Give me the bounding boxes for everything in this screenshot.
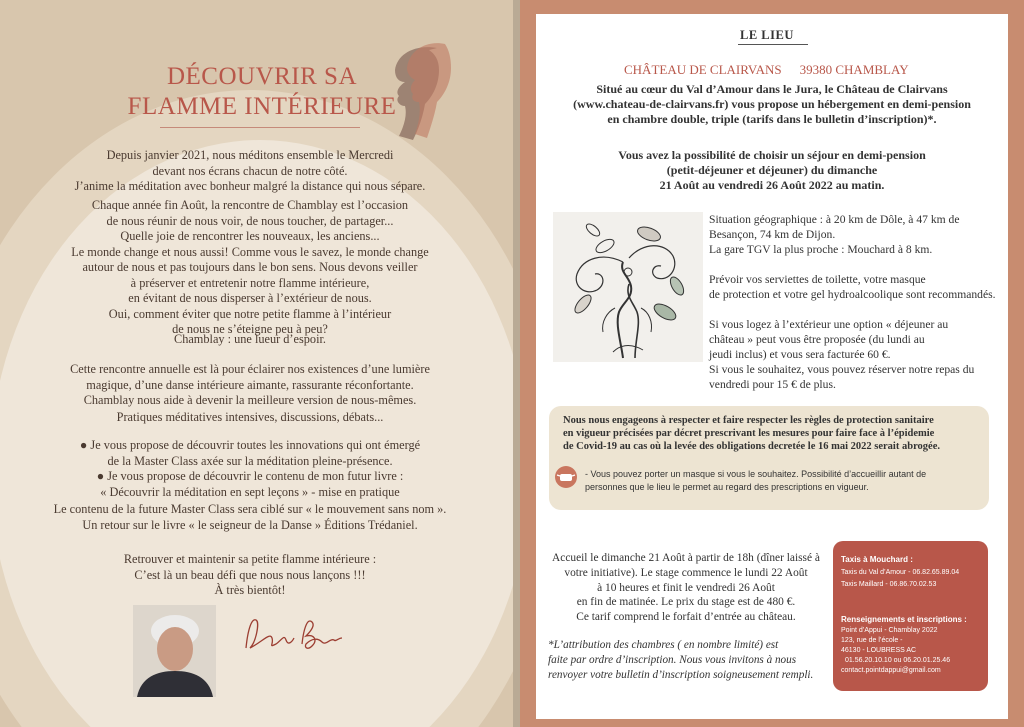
bullet-item: ● Je vous propose de découvrir le contenu de mon futur livre : xyxy=(96,469,404,483)
contact-box xyxy=(833,541,988,691)
venue-name: CHÂTEAU DE CLAIRVANS xyxy=(624,62,782,77)
text-line: Cette rencontre annuelle est là pour éclairer nos existences d’une lumière xyxy=(70,362,430,376)
organizer-city: 46130 - LOUBRESS AC xyxy=(841,647,917,654)
venue-heading xyxy=(624,62,909,78)
text-line: Nous nous engageons à respecter et faire respecter les règles de protection sanitaire xyxy=(563,415,934,426)
bullet-item: de la Master Class axée sur la méditation pleine-présence. xyxy=(107,453,393,468)
text-line: faite par ordre d’inscription. Nous vous invitons à nous xyxy=(548,654,797,666)
text-line: en évitant de nous disperser à l’extérieur de nous. xyxy=(128,291,372,305)
masterclass-paragraph xyxy=(40,502,460,533)
text-line: Chamblay nous aide à devenir la meilleure version de nous-mêmes. xyxy=(83,393,417,407)
text-line: Un retour sur le livre « le seigneur de la Danse » Éditions Trédaniel. xyxy=(82,517,418,532)
welcome-schedule xyxy=(540,551,832,625)
text-line: À très bientôt! xyxy=(214,583,286,597)
organizer-phones: 01.56.20.10.10 ou 06.20.01.25.46 xyxy=(845,657,951,664)
text-line: en chambre double, triple (tarifs dans le bulletin d’inscription)*. xyxy=(607,112,937,126)
text-line: Depuis janvier 2021, nous méditons ensemble le Mercredi xyxy=(106,148,394,162)
text-line: Le monde change et nous aussi! Comme vous le savez, le monde change xyxy=(71,244,429,259)
text-line: autour de nous et pas toujours dans le bon sens. Nous devons veiller xyxy=(82,260,418,274)
room-allocation-note xyxy=(548,638,830,683)
text-line: vendredi pour 15 € de plus. xyxy=(709,378,836,391)
text-line: *L’attribution des chambres ( en nombre limité) est xyxy=(548,639,779,651)
author-photo xyxy=(133,605,216,697)
text-line: Situation géographique : à 20 km de Dôle, à 47 km de xyxy=(709,213,960,226)
sanitary-commitment xyxy=(563,414,983,453)
text-line: (www.chateau-de-clairvans.fr) vous propose un hébergement en demi-pension xyxy=(573,97,971,111)
taxi-contact: Taxis du Val d’Amour - 06.82.65.89.04 xyxy=(841,569,960,576)
text-line: à préserver et entretenir notre flamme intérieure, xyxy=(130,275,370,290)
text-line: devant nos écrans chacun de notre côté. xyxy=(152,163,348,178)
text-line: jeudi inclus) et vous sera facturée 60 €. xyxy=(709,348,891,361)
text-line: Oui, comment éviter que notre petite flamme à l’intérieur xyxy=(108,306,392,321)
bullet-item: « Découvrir la méditation en sept leçons » - mise en pratique xyxy=(100,484,400,499)
taxis-heading: Taxis à Mouchard : xyxy=(841,555,913,564)
tree-illustration-icon xyxy=(553,212,703,362)
text-line: personnes que le lieu le permet au regard des prescriptions en vigueur. xyxy=(585,482,869,492)
text-line: C’est là un beau défi que nous nous lançons !!! xyxy=(134,567,366,582)
organizer-name: Point d’Appui - Chamblay 2022 xyxy=(841,627,938,634)
stay-option xyxy=(536,148,1008,193)
practical-info xyxy=(709,212,1009,392)
organizer-street: 123, rue de l’école - xyxy=(841,637,903,644)
text-line: Le contenu de la future Master Class sera ciblé sur « le mouvement sans nom ». xyxy=(53,502,447,516)
mask-icon xyxy=(555,466,577,488)
text-line: Ce tarif comprend le forfait d’entrée au château. xyxy=(576,611,796,624)
text-line: de nous ne s’éteigne peu à peu? xyxy=(172,322,328,336)
text-line: Vous avez la possibilité de choisir un séjour en demi-pension xyxy=(618,148,926,162)
text-line: Pratiques méditatives intensives, discussions, débats... xyxy=(116,410,384,424)
text-line: de nous réunir de nous voir, de nous toucher, de partager... xyxy=(106,213,394,228)
text-line: Quelle joie de rencontrer les nouveaux, les anciens... xyxy=(120,229,380,243)
hope-line xyxy=(40,332,460,348)
text-line: château » peut vous être proposée (du lundi au xyxy=(709,333,925,346)
text-line: Chaque année fin Août, la rencontre de Chamblay est l’occasion xyxy=(91,198,409,212)
text-line: Accueil le dimanche 21 Août à partir de 18h (dîner laissé à xyxy=(552,552,820,564)
text-line: Situé au cœur du Val d’Amour dans le Jura, le Château de Clairvans xyxy=(596,82,948,96)
info-heading: Renseignements et inscriptions : xyxy=(841,615,967,624)
text-line: en fin de matinée. Le prix du stage est de 480 €. xyxy=(576,596,796,609)
text-line: Chamblay : une lueur d’espoir. xyxy=(174,332,326,346)
text-line: Prévoir vos serviettes de toilette, votre masque xyxy=(709,273,926,286)
text-line: La gare TGV la plus proche : Mouchard à 8 km. xyxy=(709,243,933,256)
intro-paragraph xyxy=(40,148,460,195)
text-line: en vigueur précisées par décret prescrivant les mesures pour faire face à l’épidemie xyxy=(563,428,935,439)
section-title-underline xyxy=(738,44,808,45)
text-line: de Covid-19 au cas où la levée des obligations decretée le 16 mai 2022 serait abrogée. xyxy=(563,441,940,452)
mask-note xyxy=(585,468,926,494)
text-line: votre initiative). Le stage commence le lundi 22 Août xyxy=(564,566,808,579)
title-line: FLAMME INTÉRIEURE xyxy=(127,93,397,120)
taxi-contact: Taxis Maillard - 06.86.70.02.53 xyxy=(841,581,937,588)
text-line: renvoyer votre bulletin d’inscription soigneusement rempli. xyxy=(548,669,814,681)
text-line: - Vous pouvez porter un masque si vous le souhaitez. Possibilité d’accueillir autant de xyxy=(585,469,927,479)
chamblay-paragraph xyxy=(40,198,460,338)
signature-image xyxy=(238,608,348,658)
venue-description xyxy=(536,82,1008,127)
text-line: à 10 heures et finit le vendredi 26 Août xyxy=(597,581,775,594)
sanitary-notice xyxy=(549,406,989,510)
text-line: J’anime la méditation avec bonheur malgré la distance qui nous sépare. xyxy=(74,179,426,193)
text-line: Retrouver et maintenir sa petite flamme intérieure : xyxy=(123,552,377,566)
text-line: Besançon, 74 km de Dijon. xyxy=(709,228,836,241)
title-line: DÉCOUVRIR SA xyxy=(166,63,358,90)
text-line: magique, d’une danse intérieure aimante, rassurante réconfortante. xyxy=(86,377,414,392)
title-divider xyxy=(160,127,360,128)
practices-line xyxy=(40,410,460,426)
bullet-list xyxy=(40,438,460,500)
text-line: (petit-déjeuner et déjeuner) du dimanche xyxy=(666,163,878,177)
text-line: Si vous logez à l’extérieur une option « déjeuner au xyxy=(709,318,949,331)
meeting-paragraph xyxy=(40,362,460,409)
page-title xyxy=(112,62,412,122)
text-line: de protection et votre gel hydroalcoolique sont recommandés. xyxy=(709,288,996,301)
venue-postal: 39380 CHAMBLAY xyxy=(799,62,909,77)
closing-paragraph xyxy=(40,552,460,599)
text-line: 21 Août au vendredi 26 Août 2022 au matin. xyxy=(659,178,885,192)
organizer-email: contact.pointdappui@gmail.com xyxy=(841,667,941,674)
page-gutter xyxy=(513,0,520,727)
bullet-item: ● Je vous propose de découvrir toutes les innovations qui ont émergé xyxy=(79,438,421,452)
section-title: LE LIEU xyxy=(740,28,794,42)
text-line: Si vous le souhaitez, vous pouvez réserver notre repas du xyxy=(709,363,975,376)
